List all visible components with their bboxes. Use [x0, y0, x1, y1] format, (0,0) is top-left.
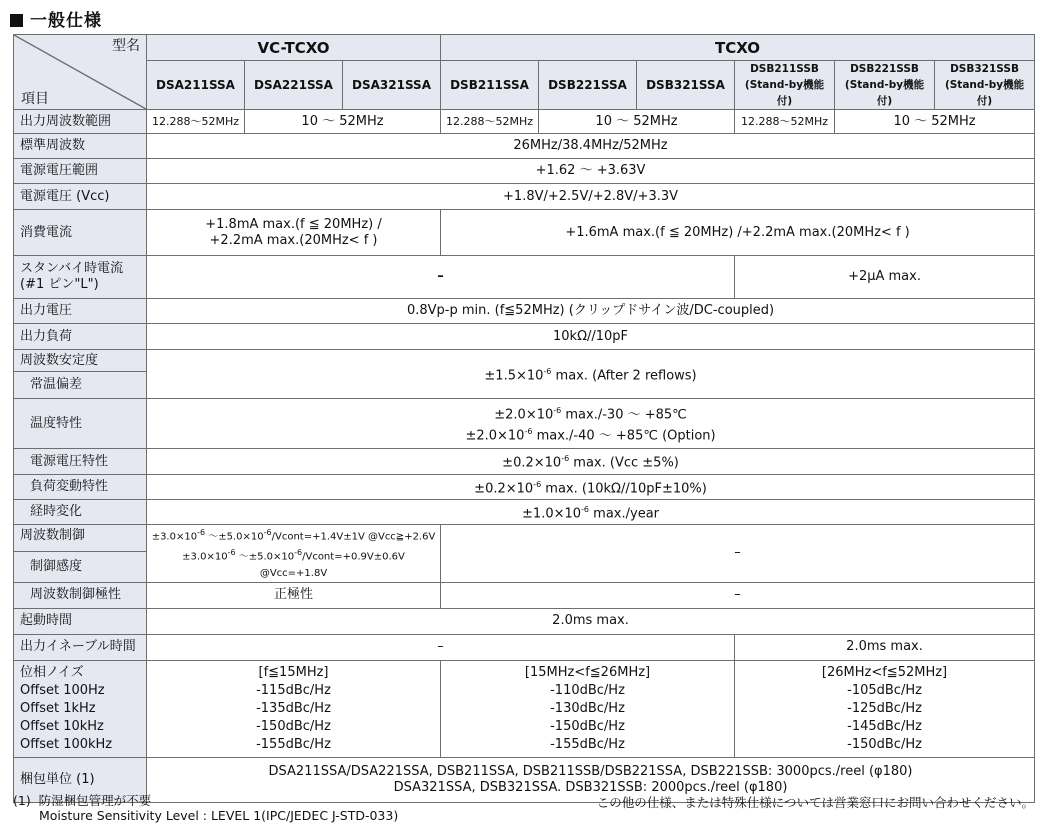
tcxo-header: TCXO [441, 35, 1035, 61]
section-title [10, 6, 102, 31]
row-label: 温度特性 [14, 399, 147, 449]
row-vcc-char [14, 449, 1035, 475]
cell-value: +2μA max. [735, 256, 1035, 299]
contact-note: この他の仕様、または特殊仕様については営業窓口にお問い合わせください。 [596, 795, 1034, 810]
row-phase-noise [14, 660, 1035, 757]
line: +1.8mA max.(f ≦ 20MHz) / [205, 216, 382, 232]
cell-value: – [441, 525, 1035, 583]
model-name: DSB321SSB [950, 63, 1019, 75]
row-std-freq [14, 134, 1035, 159]
footnote [13, 793, 398, 823]
row-label [14, 256, 147, 299]
row-label: 制御感度 [14, 552, 147, 583]
cell-value: [f≦15MHz] -115dBc/Hz -135dBc/Hz -150dBc/Hz -155dBc/Hz [147, 660, 441, 757]
cell-value: $\pm 0.2\times 10^{-6}$ max. (10kΩ//10pF±10%) [147, 475, 1035, 500]
row-label: 周波数制御極性 [14, 582, 147, 608]
model-header [835, 61, 935, 110]
model-header [735, 61, 835, 110]
title-square-icon [10, 14, 23, 27]
cell-value: 正極性 [147, 582, 441, 608]
row-label: 常温偏差 [14, 372, 147, 399]
model-name: DSB211SSB [750, 63, 819, 75]
cell-value: 10 ～ 52MHz [245, 110, 441, 134]
row-label: 周波数制御 [14, 525, 147, 552]
row-enable [14, 634, 1035, 660]
header-row-1 [14, 35, 1035, 61]
cell-value: $\pm 1.5\times 10^{-6}$ max. (After 2 reflows) [147, 350, 1035, 399]
cell-value: [15MHz<f≦26MHz] -110dBc/Hz -130dBc/Hz -150dBc/Hz -155dBc/Hz [441, 660, 735, 757]
cell-value: +1.62 ～ +3.63V [147, 159, 1035, 184]
cell-value: 12.288～52MHz [147, 110, 245, 134]
cell-value: – [147, 634, 735, 660]
row-label: 出力負荷 [14, 324, 147, 350]
cell-value: 0.8Vp-p min. (f≦52MHz) (クリップドサイン波/DC-coupled) [147, 299, 1035, 324]
cell-value: $\pm 3.0\times 10^{-6}$ $\sim\pm 5.0\times 10^{-6}/Vcont=+1.4V\pm 1V$ @Vcc≧+2.6V $\pm 3.0\times 10^{-6}$ $\sim\pm 5.0\times 10^{-6}/Vcont=+0.9V\pm 0.6V$ @Vcc=+1.8V [147, 525, 441, 583]
row-freq-range [14, 110, 1035, 134]
cell-value: – [441, 582, 1035, 608]
cell-value: 10 ～ 52MHz [539, 110, 735, 134]
row-label: 梱包単位 (1) [14, 757, 147, 802]
vc-tcxo-header: VC-TCXO [147, 35, 441, 61]
model-header: DSA321SSA [343, 61, 441, 110]
row-label: 出力周波数範囲 [14, 110, 147, 134]
row-label: 位相ノイズ Offset 100Hz Offset 1kHz Offset 10kHz Offset 100kHz [14, 660, 147, 757]
item-label: 項目 [21, 91, 49, 107]
row-label: 電源電圧 (Vcc) [14, 184, 147, 210]
row-vrange [14, 159, 1035, 184]
spec-table [13, 34, 1035, 803]
cell-value: $\pm 1.0\times 10^{-6}$ max./year [147, 500, 1035, 525]
model-sub: (Stand-by機能付) [944, 79, 1025, 107]
model-header: DSB221SSA [539, 61, 637, 110]
model-sub: (Stand-by機能付) [844, 79, 925, 107]
row-label: 標準周波数 [14, 134, 147, 159]
row-stability-group [14, 350, 1035, 372]
cell-value: 2.0ms max. [147, 608, 1035, 634]
cell-value: +1.8V/+2.5V/+2.8V/+3.3V [147, 184, 1035, 210]
model-header: DSB321SSA [637, 61, 735, 110]
model-header: DSA211SSA [147, 61, 245, 110]
row-label: 電源電圧特性 [14, 449, 147, 475]
row-temp-char [14, 399, 1035, 449]
cell-value: 12.288～52MHz [441, 110, 539, 134]
row-label: 周波数安定度 [14, 350, 147, 372]
model-label: 型名 [112, 38, 140, 54]
row-label: 負荷変動特性 [14, 475, 147, 500]
footnote-marker: (1) [13, 793, 31, 808]
row-label: 消費電流 [14, 210, 147, 256]
footnote-line: 防湿梱包管理が不要 [38, 793, 152, 808]
label-line: (#1 ピン"L") [20, 277, 99, 292]
row-label: 電源電圧範囲 [14, 159, 147, 184]
cell-value: 2.0ms max. [735, 634, 1035, 660]
cell-value: 12.288～52MHz [735, 110, 835, 134]
cell-value: – [147, 256, 735, 299]
footnote-line: Moisture Sensitivity Level : LEVEL 1(IPC/JEDEC J-STD-033) [39, 808, 399, 823]
row-load-char [14, 475, 1035, 500]
cell-value: 10 ～ 52MHz [835, 110, 1035, 134]
model-header: DSB211SSA [441, 61, 539, 110]
row-label: 出力電圧 [14, 299, 147, 324]
row-freq-ctrl-group [14, 525, 1035, 552]
row-out-voltage [14, 299, 1035, 324]
header-row-2 [14, 61, 1035, 110]
cell-value: 26MHz/38.4MHz/52MHz [147, 134, 1035, 159]
row-label: 出力イネーブル時間 [14, 634, 147, 660]
cell-value: $\pm 0.2\times 10^{-6}$ max. (Vcc ±5%) [147, 449, 1035, 475]
model-header [935, 61, 1035, 110]
model-name: DSB221SSB [850, 63, 919, 75]
line: +2.2mA max.(20MHz< f ) [209, 232, 378, 248]
model-header: DSA221SSA [245, 61, 343, 110]
row-current [14, 210, 1035, 256]
row-vcc [14, 184, 1035, 210]
cell-value: [26MHz<f≦52MHz] -105dBc/Hz -125dBc/Hz -145dBc/Hz -150dBc/Hz [735, 660, 1035, 757]
cell-value: 10kΩ//10pF [147, 324, 1035, 350]
cell-value: $\pm 2.0\times 10^{-6}$ max./-30 ～ +85℃ $\pm 2.0\times 10^{-6}$ max./-40 ～ +85℃ (Option) [147, 399, 1035, 449]
section-title-text: 一般仕様 [30, 11, 102, 31]
model-sub: (Stand-by機能付) [744, 79, 825, 107]
row-polarity [14, 582, 1035, 608]
row-load [14, 324, 1035, 350]
row-label: 起動時間 [14, 608, 147, 634]
label-line: スタンバイ時電流 [20, 261, 124, 276]
cell-value: DSA211SSA/DSA221SSA, DSB211SSA, DSB211SSB/DSB221SSA, DSB221SSB: 3000pcs./reel (φ180) DSA321SSA, DSB321SSA. DSB321SSB: 2000pcs./reel (φ180) [147, 757, 1035, 802]
row-label: 経時変化 [14, 500, 147, 525]
row-startup [14, 608, 1035, 634]
cell-value: +1.6mA max.(f ≦ 20MHz) /+2.2mA max.(20MHz< f ) [441, 210, 1035, 256]
diagonal-header-cell [14, 35, 147, 110]
row-aging [14, 500, 1035, 525]
cell-value [147, 210, 441, 256]
row-standby [14, 256, 1035, 299]
